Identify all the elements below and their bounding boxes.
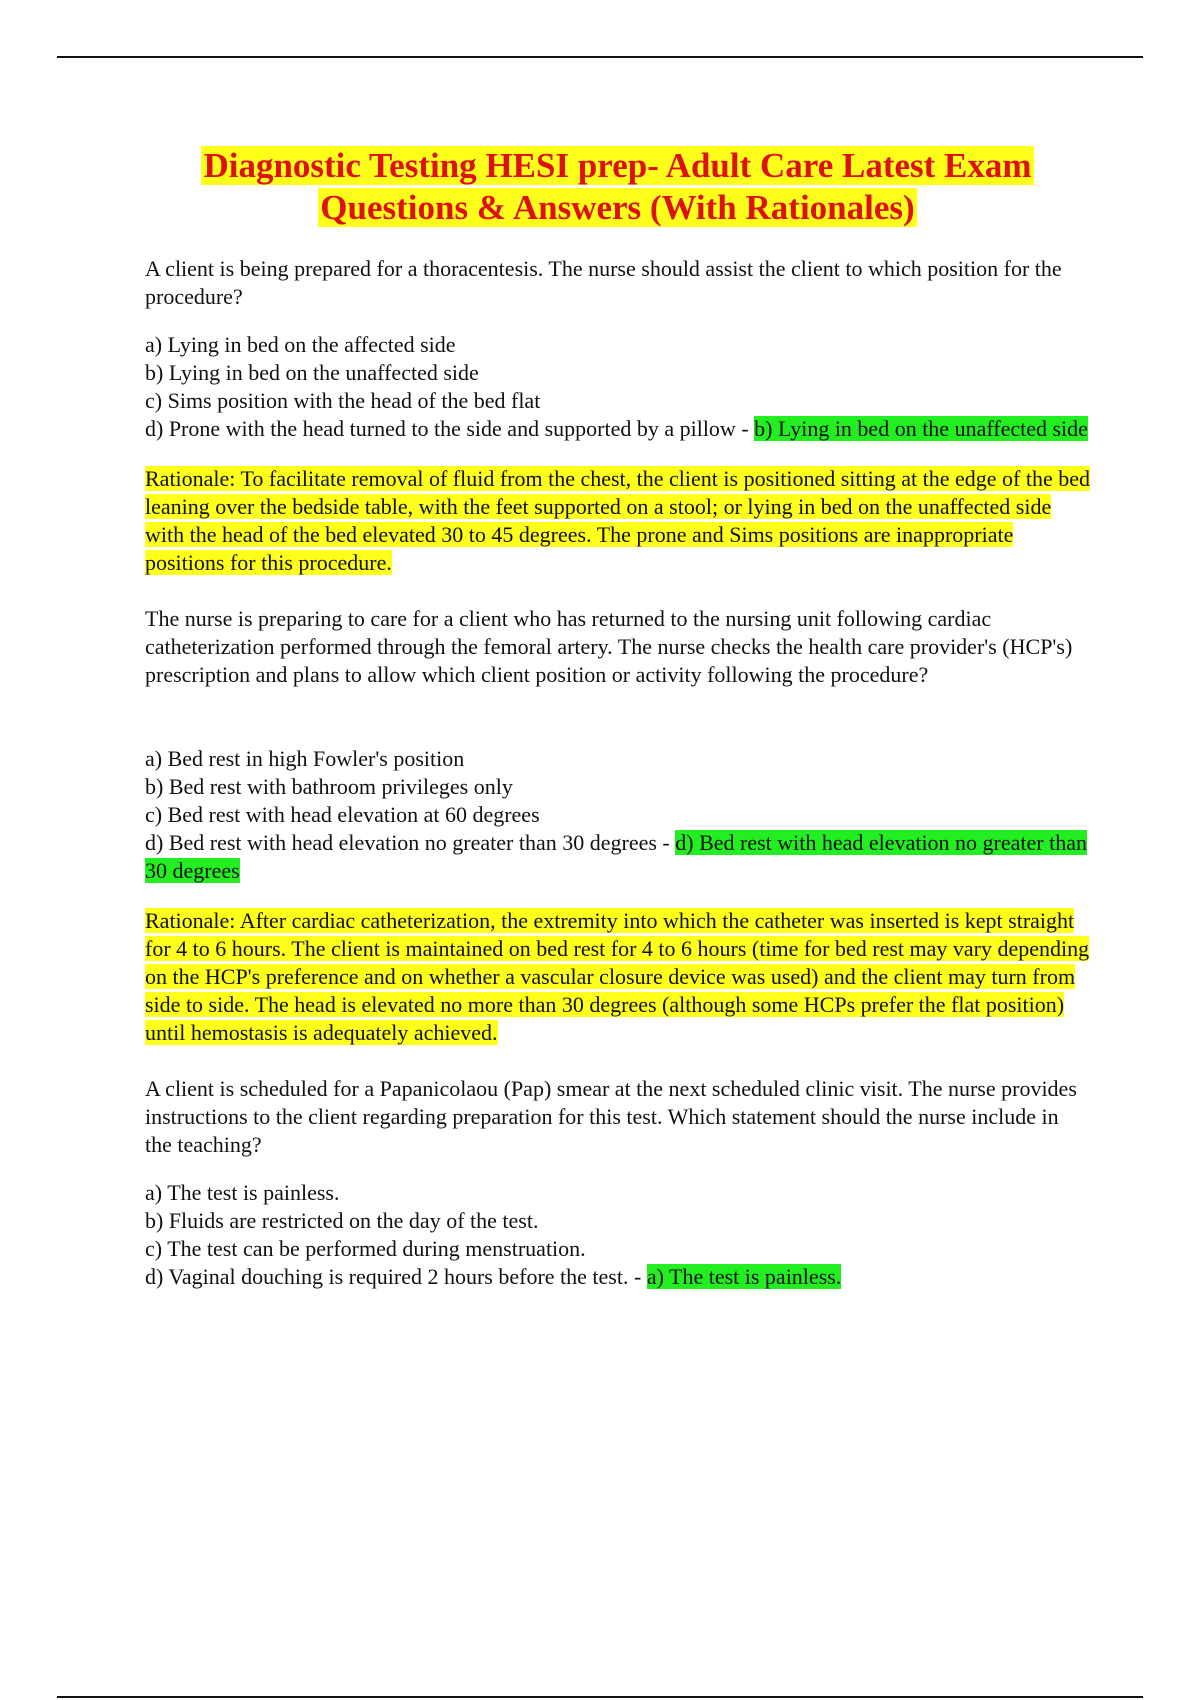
option-c: c) Bed rest with head elevation at 60 degrees	[145, 802, 540, 827]
option-c: c) The test can be performed during menstruation.	[145, 1236, 586, 1261]
title-line-1: Diagnostic Testing HESI prep- Adult Care Latest Exam	[203, 146, 1032, 185]
correct-answer: b) Lying in bed on the unaffected side	[754, 416, 1088, 441]
option-c: c) Sims position with the head of the bed flat	[145, 388, 541, 413]
rationale	[145, 465, 1090, 577]
question-block-1	[145, 255, 1090, 577]
document-body	[145, 145, 1090, 1319]
correct-answer: d) Bed rest with head elevation no greater than 30 degrees	[145, 830, 1087, 883]
title-line-2: Questions & Answers (With Rationales)	[320, 188, 915, 227]
document-title	[145, 145, 1090, 229]
option-b: b) Bed rest with bathroom privileges only	[145, 774, 513, 799]
correct-answer: a) The test is painless.	[646, 1264, 842, 1289]
option-d	[145, 1263, 1090, 1291]
option-d	[145, 415, 1090, 443]
option-b: b) Lying in bed on the unaffected side	[145, 360, 479, 385]
rationale	[145, 907, 1090, 1047]
option-d-text: d) Prone with the head turned to the side and supported by a pillow -	[145, 416, 755, 441]
option-d	[145, 829, 1090, 885]
option-d-text: d) Bed rest with head elevation no greater than 30 degrees -	[145, 830, 676, 855]
top-rule	[57, 56, 1143, 58]
question-stem: A client is being prepared for a thoracentesis. The nurse should assist the client to which position for the procedure?	[145, 256, 1062, 309]
answer-options	[145, 1179, 1090, 1291]
option-b: b) Fluids are restricted on the day of the test.	[145, 1208, 539, 1233]
answer-options	[145, 331, 1090, 443]
option-a: a) The test is painless.	[145, 1180, 340, 1205]
option-a: a) Lying in bed on the affected side	[145, 332, 456, 357]
answer-options	[145, 745, 1090, 885]
question-block-2	[145, 605, 1090, 1047]
question-stem: The nurse is preparing to care for a client who has returned to the nursing unit following cardiac catheterization performed through the femoral artery. The nurse checks the health care provider's (HCP's) prescription and plans to allow which client position or activity following the procedure?	[145, 606, 1073, 687]
rationale-text: Rationale: After cardiac catheterization, the extremity into which the catheter was inserted is kept straight for 4 to 6 hours. The client is maintained on bed rest for 4 to 6 hours (time for bed rest may vary depending on the HCP's preference and on whether a vascular closure device was used) and the client may turn from side to side. The head is elevated no more than 30 degrees (although some HCPs prefer the flat position) until hemostasis is adequately achieved.	[145, 908, 1090, 1045]
rationale-text: Rationale: To facilitate removal of fluid from the chest, the client is positioned sitting at the edge of the bed leaning over the bedside table, with the feet supported on a stool; or lying in bed on the unaffected side with the head of the bed elevated 30 to 45 degrees. The prone and Sims positions are inappropriate positions for this procedure.	[145, 466, 1091, 575]
question-block-3	[145, 1075, 1090, 1291]
option-a: a) Bed rest in high Fowler's position	[145, 746, 465, 771]
option-d-text: d) Vaginal douching is required 2 hours before the test. -	[145, 1264, 647, 1289]
question-stem: A client is scheduled for a Papanicolaou (Pap) smear at the next scheduled clinic visit. The nurse provides instructions to the client regarding preparation for this test. Which statement should the nurse include in the teaching?	[145, 1076, 1077, 1157]
bottom-rule	[57, 1696, 1143, 1698]
